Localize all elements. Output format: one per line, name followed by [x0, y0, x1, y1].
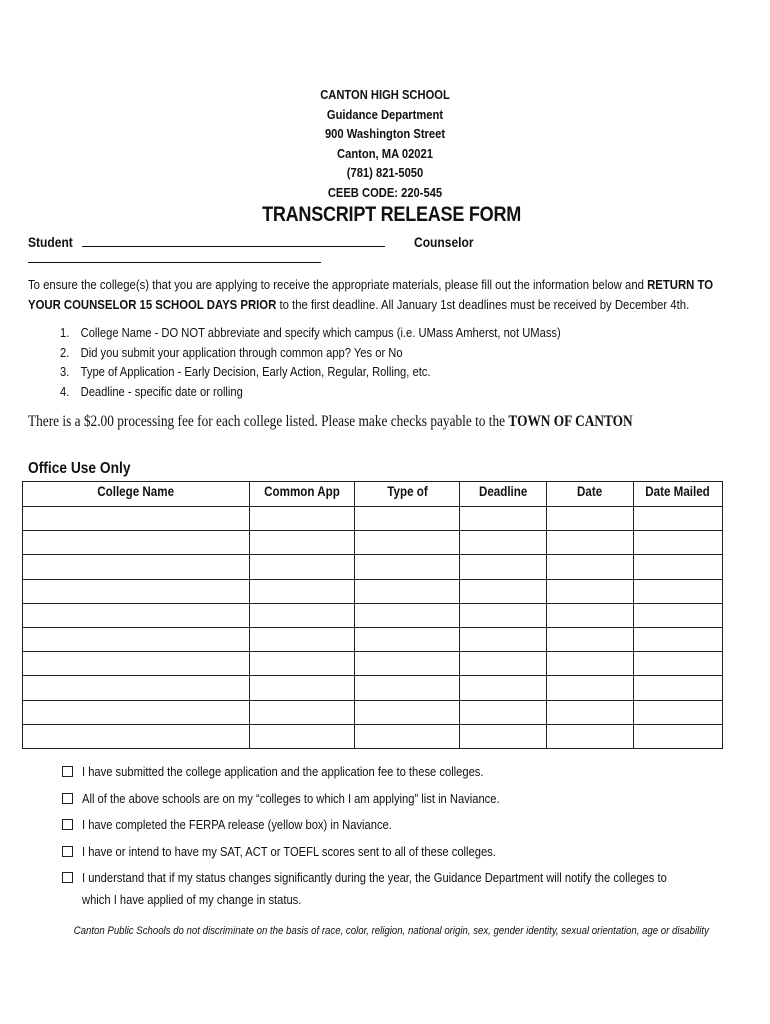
table-row: [23, 676, 723, 700]
phone-number: (781) 821-5050: [346, 165, 424, 180]
list-item: 4. Deadline - specific date or rolling: [60, 383, 243, 399]
table-cell[interactable]: [250, 555, 355, 579]
office-use-heading: Office Use Only: [28, 460, 131, 477]
table-row: [23, 700, 723, 724]
table-cell[interactable]: [355, 724, 460, 748]
table-cell[interactable]: [23, 555, 250, 579]
table-cell[interactable]: [634, 627, 723, 651]
table-cell[interactable]: [634, 700, 723, 724]
city-state-zip: Canton, MA 02021: [337, 145, 433, 161]
table-cell[interactable]: [634, 507, 723, 531]
table-cell[interactable]: [547, 676, 634, 700]
table-cell[interactable]: [250, 724, 355, 748]
acknowledgement-checklist: [62, 761, 762, 916]
college-list-table: [22, 481, 723, 749]
table-row: [23, 724, 723, 748]
table-header-row: [23, 482, 723, 507]
table-cell[interactable]: [250, 531, 355, 555]
table-cell[interactable]: [634, 724, 723, 748]
table-row: [23, 507, 723, 531]
table-cell[interactable]: [23, 724, 250, 748]
table-cell[interactable]: [355, 676, 460, 700]
table-cell[interactable]: [547, 555, 634, 579]
checklist-item: I understand that if my status changes significantly during the year, the Guidance Department will notify the colleges to which I have applied of my change in status.: [62, 867, 762, 911]
table-cell[interactable]: [460, 531, 547, 555]
table-cell[interactable]: [23, 579, 250, 603]
table-cell[interactable]: [460, 603, 547, 627]
payee-name: TOWN OF CANTON: [508, 413, 633, 430]
table-cell[interactable]: [355, 603, 460, 627]
table-cell[interactable]: [250, 603, 355, 627]
checkbox[interactable]: [62, 766, 73, 777]
table-cell[interactable]: [460, 579, 547, 603]
column-header-type-of-application: Type of: [355, 482, 460, 507]
checklist-item: I have submitted the college application and the application fee to these colleges.: [62, 761, 762, 783]
school-name: CANTON HIGH SCHOOL: [320, 87, 450, 102]
checkbox[interactable]: [62, 846, 73, 857]
table-cell[interactable]: [547, 700, 634, 724]
table-row: [23, 555, 723, 579]
column-header-college-name: College Name: [23, 482, 250, 507]
table-cell[interactable]: [23, 507, 250, 531]
table-cell[interactable]: [23, 603, 250, 627]
table-cell[interactable]: [23, 627, 250, 651]
column-header-date-submitted: Date: [547, 482, 634, 507]
table-cell[interactable]: [547, 579, 634, 603]
table-cell[interactable]: [460, 676, 547, 700]
table-cell[interactable]: [23, 700, 250, 724]
table-cell[interactable]: [250, 700, 355, 724]
non-discrimination-footer: Canton Public Schools do not discriminate on the basis of race, color, religion, national origin, sex, gender identity, sexual orientation, age or disability: [73, 925, 709, 937]
table-cell[interactable]: [634, 579, 723, 603]
table-cell[interactable]: [547, 603, 634, 627]
table-cell[interactable]: [547, 652, 634, 676]
table-cell[interactable]: [547, 627, 634, 651]
column-header-deadline: Deadline: [460, 482, 547, 507]
table-row: [23, 579, 723, 603]
table-cell[interactable]: [634, 676, 723, 700]
table-cell[interactable]: [634, 531, 723, 555]
checkbox[interactable]: [62, 819, 73, 830]
table-cell[interactable]: [460, 555, 547, 579]
table-row: [23, 531, 723, 555]
form-title: TRANSCRIPT RELEASE FORM: [262, 203, 522, 226]
table-cell[interactable]: [23, 531, 250, 555]
student-name-field[interactable]: [82, 246, 385, 247]
counselor-label: Counselor: [414, 234, 474, 250]
column-header-date-mailed: Date Mailed: [634, 482, 723, 507]
table-row: [23, 652, 723, 676]
instructions-list: [60, 323, 576, 401]
department-name: Guidance Department: [326, 106, 444, 122]
table-cell[interactable]: [355, 652, 460, 676]
table-row: [23, 627, 723, 651]
table-cell[interactable]: [23, 652, 250, 676]
table-cell[interactable]: [250, 676, 355, 700]
ceeb-code: CEEB CODE: 220-545: [327, 184, 443, 200]
table-cell[interactable]: [547, 724, 634, 748]
list-item: 3. Type of Application - Early Decision, Early Action, Regular, Rolling, etc.: [60, 364, 431, 380]
table-cell[interactable]: [460, 507, 547, 531]
table-cell[interactable]: [250, 507, 355, 531]
table-cell[interactable]: [23, 676, 250, 700]
list-item: 2. Did you submit your application through common app? Yes or No: [60, 344, 403, 360]
school-header: [0, 85, 770, 202]
table-cell[interactable]: [355, 555, 460, 579]
street-address: 900 Washington Street: [324, 126, 446, 141]
checkbox[interactable]: [62, 793, 73, 804]
table-cell[interactable]: [460, 724, 547, 748]
table-cell[interactable]: [355, 579, 460, 603]
table-cell[interactable]: [355, 627, 460, 651]
table-cell[interactable]: [355, 700, 460, 724]
checkbox[interactable]: [62, 872, 73, 883]
table-cell[interactable]: [250, 627, 355, 651]
return-deadline-emphasis: RETURN TO YOUR COUNSELOR 15 SCHOOL DAYS PRIOR: [28, 277, 714, 312]
processing-fee-note: There is a $2.00 processing fee for each college listed. Please make checks payable to the TOWN OF CANTON: [28, 413, 633, 430]
table-cell[interactable]: [460, 652, 547, 676]
table-cell[interactable]: [634, 652, 723, 676]
table-cell[interactable]: [634, 555, 723, 579]
table-cell[interactable]: [460, 627, 547, 651]
table-cell[interactable]: [547, 531, 634, 555]
table-cell[interactable]: [460, 700, 547, 724]
table-cell[interactable]: [250, 579, 355, 603]
column-header-common-app: Common App: [250, 482, 355, 507]
checklist-item: I have or intend to have my SAT, ACT or TOEFL scores sent to all of these colleges.: [62, 841, 762, 863]
checklist-item: I have completed the FERPA release (yellow box) in Naviance.: [62, 814, 762, 836]
list-item: 1. College Name - DO NOT abbreviate and specify which campus (i.e. UMass Amherst, not UMass): [60, 325, 561, 340]
student-counselor-line: [28, 234, 748, 250]
instructions-paragraph: To ensure the college(s) that you are applying to receive the appropriate materials, please fill out the information below and RETURN TO YOUR COUNSELOR 15 SCHOOL DAYS PRIOR to the first deadline. All January 1st deadlines must be received by December 4th.: [28, 277, 714, 312]
table-row: [23, 603, 723, 627]
student-label: Student: [28, 234, 73, 250]
table-cell[interactable]: [355, 531, 460, 555]
table-cell[interactable]: [355, 507, 460, 531]
table-cell[interactable]: [634, 603, 723, 627]
table-cell[interactable]: [547, 507, 634, 531]
checklist-item: All of the above schools are on my “colleges to which I am applying” list in Naviance.: [62, 788, 762, 810]
counselor-name-field[interactable]: [28, 262, 321, 263]
table-cell[interactable]: [250, 652, 355, 676]
